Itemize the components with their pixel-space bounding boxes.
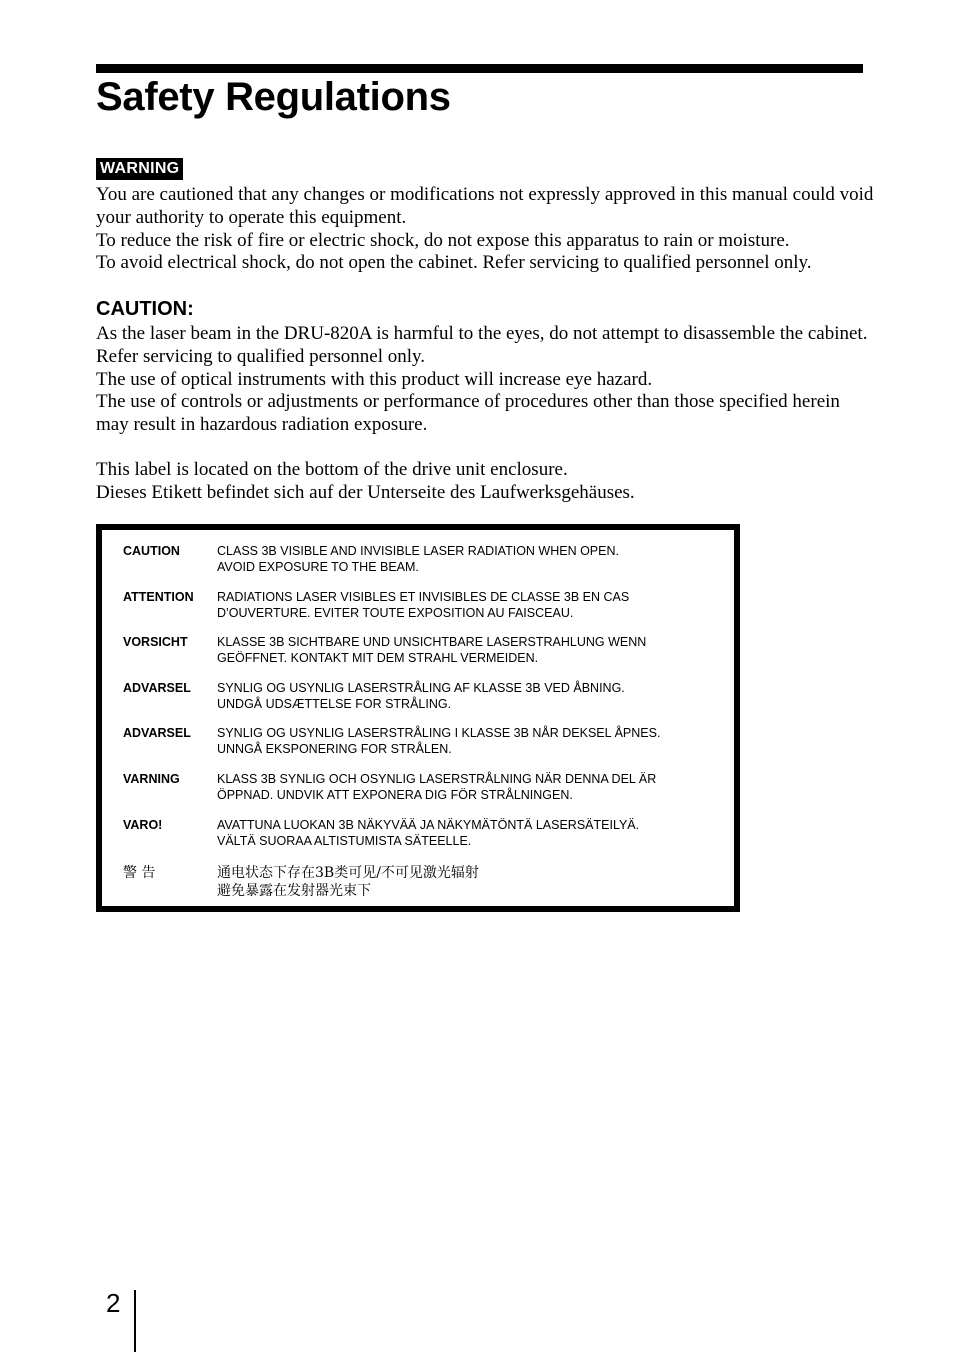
label-row-line: ÖPPNAD. UNDVIK ATT EXPONERA DIG FÖR STRÅLNINGEN. <box>217 787 573 802</box>
warning-badge: WARNING <box>96 158 183 180</box>
label-row-text <box>217 635 737 666</box>
label-row-key: ADVARSEL <box>123 726 191 740</box>
label-row-line: KLASSE 3B SICHTBARE UND UNSICHTBARE LASERSTRAHLUNG WENN <box>217 635 647 649</box>
label-row-text <box>217 590 737 621</box>
label-row-line: SYNLIG OG USYNLIG LASERSTRÅLING AF KLASSE 3B VED ÅBNING. <box>217 681 625 695</box>
laser-warning-label <box>96 524 740 912</box>
caution-paragraph: As the laser beam in the DRU-820A is harmful to the eyes, do not attempt to disassemble the cabinet. Refer servicing to qualified personnel only. <box>96 323 868 367</box>
label-row-text <box>217 818 737 849</box>
label-row-line: GEÖFFNET. KONTAKT MIT DEM STRAHL VERMEIDEN. <box>217 650 539 665</box>
label-row-key: CAUTION <box>123 544 180 558</box>
warning-paragraph: You are cautioned that any changes or modifications not expressly approved in this manual could void your authority to operate this equipment. <box>96 184 874 228</box>
page-number: 2 <box>106 1288 121 1318</box>
title-rule <box>96 64 863 73</box>
label-row-text <box>217 864 737 900</box>
label-row-text <box>217 544 737 575</box>
label-row-line: UNNGÅ EKSPONERING FOR STRÅLEN. <box>217 741 452 756</box>
label-row-key: VARNING <box>123 772 180 786</box>
label-row-line: VÄLTÄ SUORAA ALTISTUMISTA SÄTEELLE. <box>217 833 472 848</box>
label-location-english: This label is located on the bottom of the drive unit enclosure. <box>96 459 568 480</box>
label-row-line: CLASS 3B VISIBLE AND INVISIBLE LASER RADIATION WHEN OPEN. <box>217 544 619 558</box>
warning-paragraph: To avoid electrical shock, do not open the cabinet. Refer servicing to qualified personnel only. <box>96 252 812 274</box>
label-row-line: 避免暴露在发射器光束下 <box>217 883 371 899</box>
label-row-text <box>217 681 737 712</box>
label-row-line: D’OUVERTURE. EVITER TOUTE EXPOSITION AU FAISCEAU. <box>217 605 574 620</box>
label-location-text <box>96 459 876 505</box>
label-row-text <box>217 772 737 803</box>
label-location-german: Dieses Etikett befindet sich auf der Unterseite des Laufwerksgehäuses. <box>96 481 635 503</box>
caution-paragraph: The use of optical instruments with this product will increase eye hazard. <box>96 368 653 390</box>
caution-heading: CAUTION: <box>96 298 194 320</box>
label-row-line: KLASS 3B SYNLIG OCH OSYNLIG LASERSTRÅLNING NÄR DENNA DEL ÄR <box>217 772 657 786</box>
page-title: Safety Regulations <box>96 75 451 119</box>
caution-paragraph: The use of controls or adjustments or performance of procedures other than those specified herein may result in hazardous radiation exposure. <box>96 391 840 436</box>
warning-text <box>96 184 876 275</box>
label-row-line: 通电状态下存在3B类可见/不可见激光辐射 <box>217 865 479 881</box>
label-row-line: AVOID EXPOSURE TO THE BEAM. <box>217 559 419 574</box>
label-row-key: 警 告 <box>123 865 156 881</box>
caution-text <box>96 323 876 437</box>
warning-paragraph: To reduce the risk of fire or electric shock, do not expose this apparatus to rain or moisture. <box>96 229 790 251</box>
label-row-key: VARO! <box>123 818 163 832</box>
label-row-line: AVATTUNA LUOKAN 3B NÄKYVÄÄ JA NÄKYMÄTÖNTÄ LASERSÄTEILYÄ. <box>217 818 640 832</box>
label-row-text <box>217 726 737 757</box>
label-row-key: VORSICHT <box>123 635 188 649</box>
label-row-line: SYNLIG OG USYNLIG LASERSTRÅLING I KLASSE 3B NÅR DEKSEL ÅPNES. <box>217 726 661 740</box>
label-row-line: RADIATIONS LASER VISIBLES ET INVISIBLES DE CLASSE 3B EN CAS <box>217 590 630 604</box>
label-row-key: ATTENTION <box>123 590 194 604</box>
label-row-line: UNDGÅ UDSÆTTELSE FOR STRÅLING. <box>217 696 452 711</box>
page-number-divider <box>134 1290 136 1352</box>
label-row-key: ADVARSEL <box>123 681 191 695</box>
